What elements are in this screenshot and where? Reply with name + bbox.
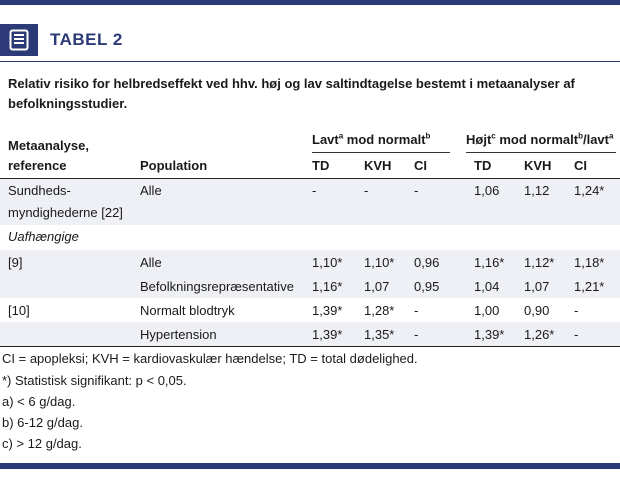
col-head-high-ci: CI [574,158,587,173]
col-head-high-td: TD [474,158,492,173]
footnote-b: b) 6-12 g/dag. [2,415,83,430]
top-accent-bar [0,0,620,5]
footnote-abbrev: CI = apopleksi; KVH = kardiovaskulær hændelse; TD = total dødelighed. [2,351,418,366]
group-high-rule [466,152,616,153]
col-head-low-td: TD [312,158,330,173]
document-list-icon [0,24,38,56]
col-group-high: Højt$^c$ mod normalt$^b$/lavt$^a$ [466,131,614,147]
col-head-population: Population [140,158,208,173]
col-head-meta-line2: reference [8,158,67,173]
col-head-low-kvh: KVH [364,158,392,173]
col-head-high-kvh: KVH [524,158,552,173]
bottom-accent-bar [0,463,620,469]
footnote-significance: *) Statistisk signifikant: p < 0,05. [2,373,187,388]
group-low-rule [312,152,450,153]
table-bottom-rule [0,346,620,347]
section-label: Uafhængige [8,229,79,244]
table-label: TABEL 2 [50,30,123,49]
col-group-low: Lavt$^a$ mod normalt$^b$ [312,131,431,147]
header-divider [0,61,620,62]
col-head-meta-line1: Metaanalyse, [8,138,89,153]
table-caption: Relativ risiko for helbredseffekt ved hhv. høj og lav saltindtagelse bestemt i metaanalyser af befolkningsstudier. [8,76,575,111]
footnote-a: a) < 6 g/dag. [2,394,76,409]
table-header [0,24,620,56]
footnote-c: c) > 12 g/dag. [2,436,82,451]
col-head-low-ci: CI [414,158,427,173]
